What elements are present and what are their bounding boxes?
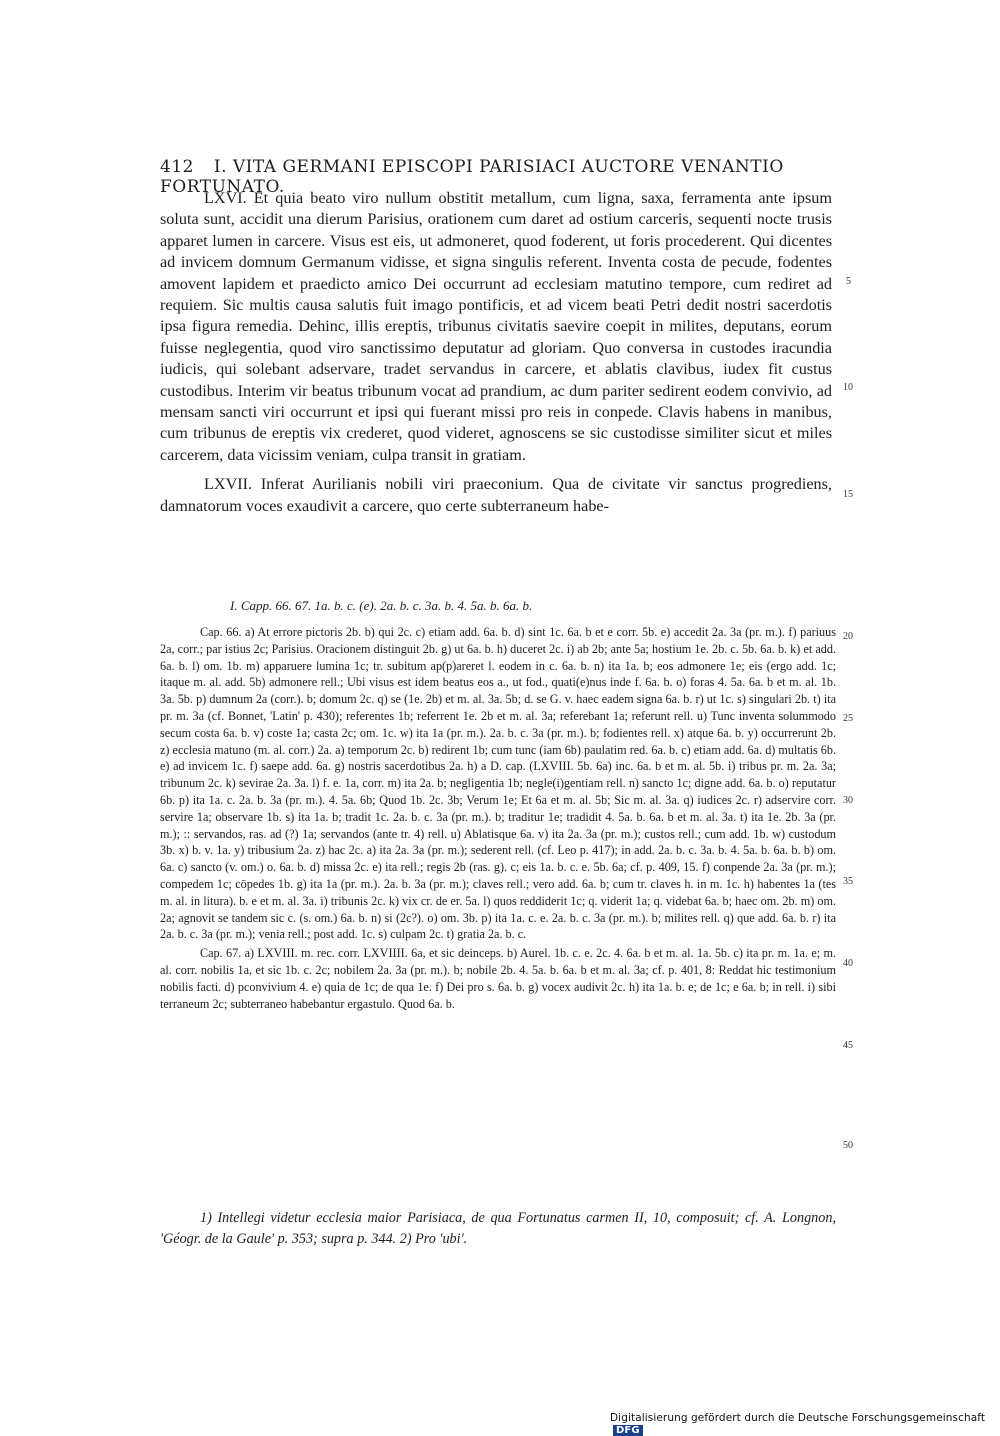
line-number: 40	[843, 958, 853, 969]
apparatus-cap-66: Cap. 66. a) At errore pictoris 2b. b) qui 2c. c) etiam add. 6a. b. d) sint 1c. 6a. b et e corr. 5b. e) accedit 2a. 3a (pr. m.). f) pariuus 2a, corr.; par istius 2c; Parisius. Oracionem distinguit 2b. g) ut 6a. b. h) duceret 2c. i) ab 2b; ante 5a; hostium 1e. 2b. c. 5b. 6a. b. k) et add. 6a. b. l) om. 1b. m) apparuere lumina 1c; tr. subitum ap(p)areret l. eodem in c. 6a. b. n) ita 1a. b; eos admonere 1e; eis (ergo add. 1c; itaque m. al. add. 5b) admonere rell.; Ubi visus est idem beatus eos a., ut fod., quati(e)nus inde f. 6a. b. o) foras 4. 5a. 6a. b et m. al. 1b. 3a. 5b. p) dumnum 2a (corr.). b; domum 2c. q) se (1e. 2b) et m. al. 3a. 5b; d. se G. v. haec eadem signa 6a. b. r) ut 1c. s) singulari 2b. t) ita pr. m. 3a (cf. Bonnet, 'Latin' p. 430); referentes 1b; referrent 1e. 2b et m. al. 3a; referebant 1a; referunt rell. u) Tunc inventa solummodo secum costa 6a. b. v) coste 1a; casta 2c; om. 1c. w) ita 1a (pr. m.). 2a. b. c. 3a (pr. m.). b; fodientes rell. x) atque 6a. b. y) occurrerunt 2b. z) ecclesia matuno (m. al. corr.) 2a. a) temporum 2c. b) redirent 1b; cum tunc (iam 6b) paulatim red. 6a. b. c) etiam add. 6a. d) multatis 6b. e) ad invicem 1c. f) saepe add. 6a. g) nostris sacerdotibus 2a. h) a D. cap. (LXVIII. 5b. 6a) inc. 6a. b et m. al. 5b. i) tribus pr. m. 2a. 3a; tribunum 2c. k) sevirae 2a. 3a. l) f. e. 1a, corr. m) ita 2a. b; negligentia 1b; negle(i)gentiam rell. n) sancto 1c; digne add. 6a. b. o) reputatur 6b. p) ita 1a. c. 2a. b. 3a (pr. m.). 4. 5a. 6b; Quod 1b. 2c. 3b; Verum 1e; Et 6a et m. al. 5b; Sic m. al. 3a. q) iudices 2c. r) adservire corr. servire 1a; observare 1b. s) ita 1a. b; tradit 1c. 2a. b. c. 3a (pr. m.). b; traditur 1e; tradidit 4. 5a. b. 6a. b et m. al. 3a. t) ita 1e. 2b. 3a (pr. m.); :: servandos, ras. ad (?) 1a; servandos (ante tr. 4) rell. u) Ablatisque 6a. v) ita 2a. 3a (pr. m.); custos rell.; cum add. 1b. w) custodum 3b. x) b. v. 1a. y) tribusium 2a. z) hac 2c. a) ita 2a. 3a (pr. m.); sederent rell. (cf. Leo p. 417); in add. 2a. b. c. 3a. b. 4. 5a. b. 6a. b. b) om. 6a. c) sancto (v. om.) o. 6a. b. d) missa 2c. e) ita rell.; regis 2b (ras. g). c; eis 1a. b. c. e. 5b. 6a; cf. p. 409, 15. f) conpende 2a. 3a (pr. m.); compedem 1c; cōpedes 1b. g) ita 1a (pr. m.). 2a. b. 3a (pr. m.); claves rell.; vero add. 6a. b; cum tr. claves h. in m. 1c. h) habentes 1a (tes m. al. in litura). b. e et m. al. 3a. i) tribunis 2c. k) vix cr. de er. 5a. l) quos reddiderit 1c; q. viderit 1a; q. videbat 6a. b; haec om. 2b. m) om. 2a; agnovit se tandem sic c. (s. om.) 6a. b. n) si (2c?). o) om. 3b. p) ita 1a. c. e. 2a. b. c. 3a (pr. m.). b; milites rell. q) que add. 6a. b. r) ita 2a. b. c. 3a (pr. m.); venia rell.; post add. 1c. s) culpam 2c. t) gratia 2a. b. c.	[160, 625, 836, 942]
running-title: I. VITA GERMANI EPISCOPI PARISIACI AUCTORE VENANTIO FORTUNATO.	[160, 157, 784, 197]
chapter-66-text: LXVI. Et quia beato viro nullum obstitit metallum, cum ligna, saxa, ferramenta ante ipsum soluta sunt, accidit una dierum Parisius, orationem cum daret ad ostium carceris, sequenti nocte trusis apparet lumen in carcere. Visus est eis, ut admoneret, quod foderent, ut foris procederent. Qui dicentes ad invicem domnum Germanum vidisse, et signa singulis referent. Inventa costa de pecude, fodentes amovent lapidem et praedicto amico Dei occurrunt ad ecclesiam matutino tempore, cum rediret ad requiem. Sic multis causa salutis fuit imago pontificis, et ad vicem beati Petri dedit nostri sacerdotis ipsa figura remedia. Dehinc, illis ereptis, tribunus civitatis saevire coepit in milites, deputans, eorum fuisse neglegentia, quod viro sanctissimo deputatur ad gloriam. Quo conversa in custodes iracundia iudicis, qui solebant adservare, tradet servandus in carcere, et ablatis clavibus, iudex fit custus custodibus. Interim vir beatus tribunum vocat ad prandium, ac dum pariter sedirent eodem convivio, ad mensam sancti viri occurrunt et ipsi qui fuerant missi pro reis in conpede. Clavis habens in manibus, cum tribunus de ereptis vix crederet, quod videret, agnoscens se sic custodisse similiter sicut et miles carcerem, data vicissim veniam, culpa transit in gratiam.	[160, 189, 832, 464]
dfg-logo-icon: DFG	[613, 1425, 643, 1436]
line-number: 15	[843, 489, 853, 500]
line-number: 35	[843, 876, 853, 887]
critical-apparatus	[160, 624, 836, 1014]
apparatus-cap-67: Cap. 67. a) LXVIII. m. rec. corr. LXVIIII. 6a, et sic deinceps. b) Aurel. 1b. c. e. 2c. 4. 6a. b et m. al. 1a. 5b. c) ita pr. m. 1a. e; m. al. corr. nobilis 1a, et sic 1b. c. 2c; nobilem 2a. 3a (pr. m.). b; nobile 2b. 4. 5a. b. 6a. b et m. al. 3a; cf. p. 401, 8: Reddat hic testimonium nobilis facti. d) pconvivium 4. e) quia de 1c; de qua 1e. f) Dei pro s. 6a. b. g) vocex audivit 2c. h) ita 1a. b. e; de 1c; e 6a. b; in rell. i) sibi terraneum 2c; subterraneo habebantur ergastulo. Quod 6a. b.	[160, 946, 836, 1011]
apparatus-heading: I. Capp. 66. 67. 1a. b. c. (e). 2a. b. c. 3a. b. 4. 5a. b. 6a. b.	[230, 598, 533, 613]
line-number: 45	[843, 1040, 853, 1051]
watermark-text: Digitalisierung gefördert durch die Deutsche Forschungsgemeinschaft	[610, 1412, 986, 1424]
footnotes: 1) Intellegi videtur ecclesia maior Parisiaca, de qua Fortunatus carmen II, 10, composuit; cf. A. Longnon, 'Géogr. de la Gaule' p. 353; supra p. 344. 2) Pro 'ubi'.	[160, 1210, 836, 1247]
line-number: 10	[843, 382, 853, 393]
line-number: 50	[843, 1140, 853, 1151]
main-text	[160, 188, 832, 525]
line-number: 25	[843, 713, 853, 724]
line-number: 5	[846, 276, 851, 287]
digitization-watermark	[610, 1412, 1000, 1436]
page-number: 412	[160, 157, 194, 177]
line-number: 20	[843, 631, 853, 642]
line-number: 30	[843, 795, 853, 806]
chapter-67-text: LXVII. Inferat Aurilianis nobili viri praeconium. Qua de civitate vir sanctus progrediens, damnatorum voces exaudivit a carcere, quo certe subterraneum habe-	[160, 475, 832, 515]
